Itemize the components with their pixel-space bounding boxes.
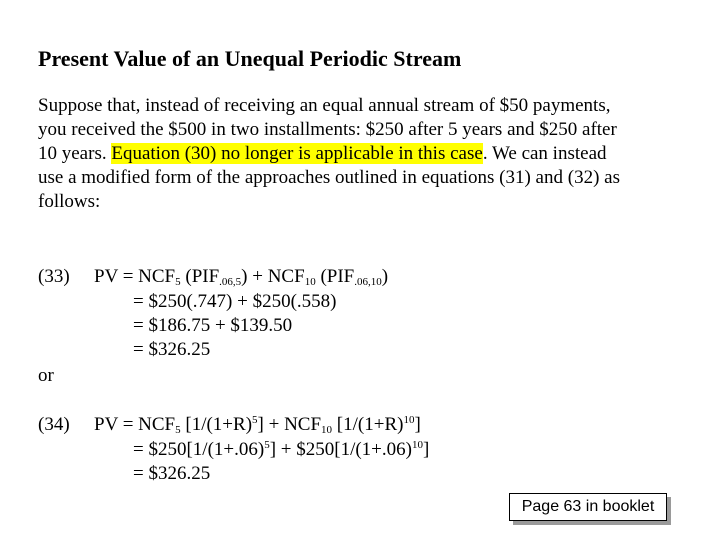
eq33-sub-06-10: .06,10 [354,276,382,288]
eq33-pif-2: (PIF [315,266,355,287]
eq33-sub-10: 10 [304,276,316,288]
eq33-plus-ncf: ) + NCF [241,266,305,287]
eq34-plus-ncf: ] + NCF [257,414,322,435]
paragraph-line-4: use a modified form of the approaches outlined in equations (31) and (32) as [38,167,620,188]
eq34-l2-close: ] [422,439,430,460]
eq34-term-1: = $250[1/(1+.06) [133,439,265,460]
eq33-pif-1: (PIF [180,266,220,287]
eq33-sub-5: 5 [175,276,181,288]
eq34-l2-sup-10: 10 [411,439,423,451]
equation-34-line-2 [133,438,429,462]
eq34-term-2: ] + $250[1/(1+.06) [269,439,412,460]
eq34-sup-10: 10 [403,414,415,426]
eq34-sub-10: 10 [321,424,333,436]
equation-34-number: (34) [38,414,70,435]
eq33-sub-06-5: .06,5 [219,276,242,288]
equation-33-number: (33) [38,266,70,287]
booklet-page-label: Page 63 in booklet [509,493,667,521]
eq34-discount-2: [1/(1+R) [332,414,404,435]
paragraph-line-3-end: . We can instead [482,143,607,164]
eq34-sub-5: 5 [175,424,181,436]
eq34-pv-ncf: PV = NCF [94,414,176,435]
paragraph-line-1: Suppose that, instead of receiving an equal annual stream of $50 payments, [38,95,611,116]
paragraph-line-5: follows: [38,191,101,212]
paragraph-line-2: you received the $500 in two installments: $250 after 5 years and $250 after [38,119,617,140]
intro-paragraph [38,94,708,214]
eq33-pv-ncf: PV = NCF [94,266,176,287]
equation-33-line-2: = $250(.747) + $250(.558) [133,291,337,312]
equation-33-line-1 [94,265,388,289]
page-title: Present Value of an Unequal Periodic Stream [38,46,462,71]
eq34-sup-5: 5 [252,414,258,426]
eq34-l2-sup-5: 5 [264,439,270,451]
eq34-close-bracket: ] [414,414,421,435]
paragraph-line-3 [38,142,708,166]
equation-33-line-4: = $326.25 [133,339,211,360]
paragraph-line-3-start: 10 years. [38,143,112,164]
equation-33-line-3: = $186.75 + $139.50 [133,315,293,336]
eq33-close-paren: ) [381,266,389,287]
equation-34-line-3: = $326.25 [133,463,211,484]
equation-34-line-1 [94,413,421,437]
or-text: or [38,365,54,386]
highlighted-text: Equation (30) no longer is applicable in this case [111,143,483,164]
eq34-discount-1: [1/(1+R) [180,414,253,435]
